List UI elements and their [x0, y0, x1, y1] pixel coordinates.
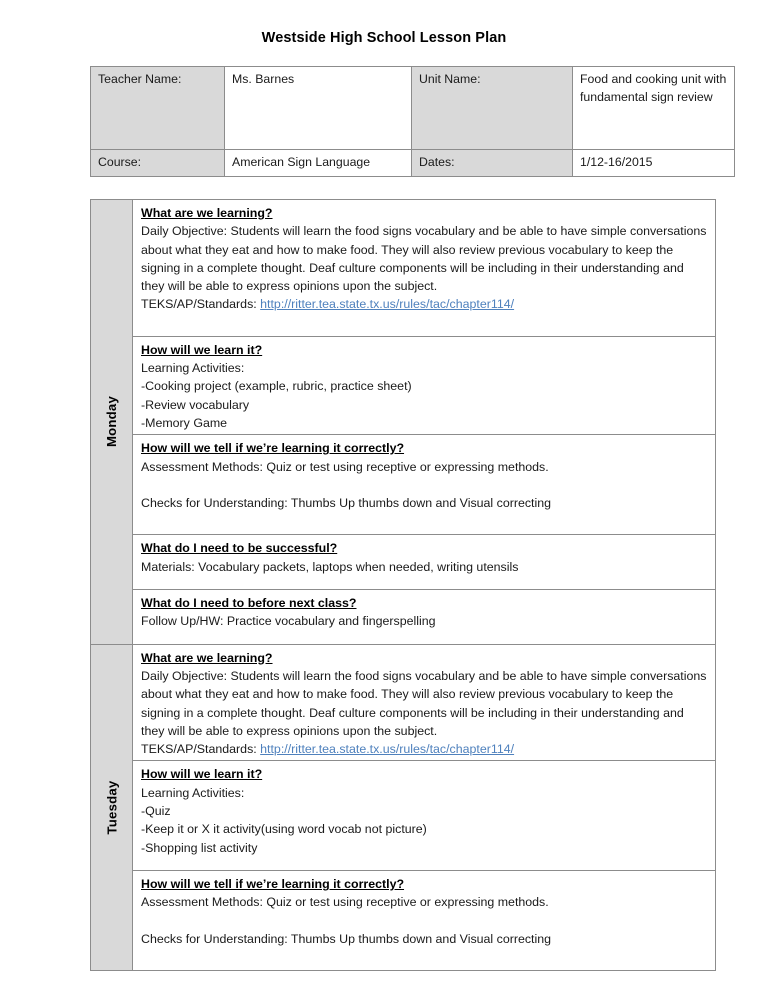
- table-row-monday-how-tell: [91, 435, 716, 535]
- table-row-tuesday-learning: [91, 644, 716, 761]
- tuesday-how-tell-block: [133, 870, 716, 970]
- teacher-name-value: Ms. Barnes: [225, 67, 412, 150]
- table-row: [91, 67, 735, 150]
- heading-what-learning: What are we learning?: [141, 206, 273, 220]
- heading-how-learn: How will we learn it?: [141, 767, 263, 782]
- day-label-tuesday: Tuesday: [104, 780, 119, 835]
- table-row-tuesday-how-tell: [91, 870, 716, 970]
- heading-successful: What do I need to be successful?: [141, 541, 338, 556]
- table-row-monday-how-learn: [91, 336, 716, 434]
- tuesday-checks-line: Checks for Understanding: Thumbs Up thumbs down and Visual correcting: [141, 931, 552, 946]
- monday-before-next-block: [133, 590, 716, 645]
- monday-followup-line: Follow Up/HW: Practice vocabulary and fingerspelling: [141, 614, 436, 629]
- teacher-name-label: Teacher Name:: [91, 67, 225, 150]
- tuesday-objective-text: Daily Objective: Students will learn the food signs vocabulary and be able to have simple conversations about what they eat and how to make food. They will also review previous vocabulary to keep the signing in a complete thought. Deaf culture components will be including in their understanding and they will be able to express opinions upon the subject.: [141, 668, 707, 738]
- monday-standards-line: [141, 295, 708, 313]
- monday-learning-block: [133, 200, 716, 337]
- spacer: [141, 476, 708, 494]
- course-value: American Sign Language: [225, 150, 412, 177]
- tuesday-standards-line: [141, 740, 708, 758]
- heading-how-tell: How will we tell if we’re learning it correctly?: [141, 876, 405, 891]
- activities-label: Learning Activities:: [141, 361, 245, 376]
- monday-activity-1: -Cooking project (example, rubric, practice sheet): [141, 379, 412, 394]
- table-row: [91, 150, 735, 177]
- weekly-plan-table: [90, 199, 716, 971]
- monday-assessment-line: Assessment Methods: Quiz or test using receptive or expressing methods.: [141, 459, 549, 474]
- activities-label: Learning Activities:: [141, 785, 245, 800]
- heading-how-tell: How will we tell if we’re learning it correctly?: [141, 441, 405, 456]
- standards-label: TEKS/AP/Standards:: [141, 297, 257, 312]
- monday-activity-2: -Review vocabulary: [141, 397, 250, 412]
- table-row-monday-learning: [91, 200, 716, 337]
- tuesday-how-learn-block: [133, 761, 716, 870]
- heading-what-learning: What are we learning?: [141, 650, 273, 665]
- table-row-monday-before-next: [91, 590, 716, 645]
- tuesday-learning-block: [133, 644, 716, 761]
- tuesday-activity-1: -Quiz: [141, 804, 171, 819]
- tuesday-assessment-line: Assessment Methods: Quiz or test using receptive or expressing methods.: [141, 895, 549, 910]
- heading-how-learn: How will we learn it?: [141, 342, 263, 357]
- teks-standards-link[interactable]: http://ritter.tea.state.tx.us/rules/tac/chapter114/: [260, 742, 515, 757]
- day-label-rotator: [91, 200, 132, 644]
- course-label: Course:: [91, 150, 225, 177]
- day-label-cell-tuesday: [91, 644, 133, 970]
- day-label-monday: Monday: [104, 396, 119, 448]
- monday-how-learn-block: [133, 336, 716, 434]
- unit-name-value: Food and cooking unit with fundamental sign review: [573, 67, 735, 150]
- standards-label: TEKS/AP/Standards:: [141, 742, 257, 757]
- teks-standards-link[interactable]: http://ritter.tea.state.tx.us/rules/tac/chapter114/: [260, 297, 515, 312]
- day-label-rotator: [91, 645, 132, 970]
- table-row-monday-successful: [91, 535, 716, 590]
- tuesday-activity-2: -Keep it or X it activity(using word vocab not picture): [141, 822, 427, 837]
- spacer: [141, 912, 708, 930]
- monday-successful-block: [133, 535, 716, 590]
- monday-checks-line: Checks for Understanding: Thumbs Up thumbs down and Visual correcting: [141, 496, 552, 511]
- monday-objective-text: Daily Objective: Students will learn the food signs vocabulary and be able to have simple conversations about what they eat and how to make food. They will also review previous vocabulary to keep the signing in a complete thought. Deaf culture components will be including in their understanding and they will be able to express opinions upon the subject.: [141, 224, 707, 294]
- monday-materials-line: Materials: Vocabulary packets, laptops when needed, writing utensils: [141, 559, 519, 574]
- page-title: Westside High School Lesson Plan: [261, 30, 507, 46]
- monday-activity-3: -Memory Game: [141, 415, 228, 430]
- dates-label: Dates:: [412, 150, 573, 177]
- day-label-cell-monday: [91, 200, 133, 645]
- dates-value: 1/12-16/2015: [573, 150, 735, 177]
- heading-before-next: What do I need to before next class?: [141, 596, 357, 611]
- monday-how-tell-block: [133, 435, 716, 535]
- table-row-tuesday-how-learn: [91, 761, 716, 870]
- lesson-info-table: [90, 66, 735, 177]
- unit-name-label: Unit Name:: [412, 67, 573, 150]
- tuesday-activity-3: -Shopping list activity: [141, 840, 258, 855]
